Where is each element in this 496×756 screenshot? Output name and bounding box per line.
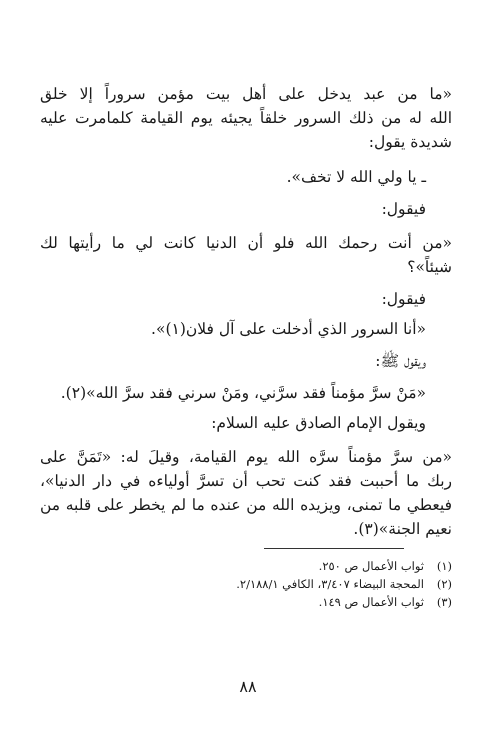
text-line: ويقول الإمام الصادق عليه السلام: bbox=[211, 414, 426, 432]
text-line: ربك ما أحببت فقد كنت تحب أن تسرَّ أولياءه في دار الدنيا»، bbox=[40, 472, 452, 490]
footnote-number: (٢) bbox=[436, 577, 452, 591]
text-line: فيقول: bbox=[381, 200, 426, 218]
text-line: نعيم الجنة»(٣). bbox=[353, 520, 452, 538]
footnote bbox=[40, 576, 452, 593]
text-line: «من أنت رحمك الله فلو أن الدنيا كانت لي ما رأيتها لك bbox=[40, 234, 452, 252]
text-line: فيقول: bbox=[381, 290, 426, 308]
page-number: ٨٨ bbox=[239, 677, 257, 696]
text-line: شديدة يقول: bbox=[368, 133, 452, 151]
text-line: شيئاً»؟ bbox=[407, 258, 452, 276]
text-line: الله له من ذلك السرور خلقاً يجيئه يوم القيامة كلمامرت عليه bbox=[40, 109, 452, 127]
footnote-text: المحجة البيضاء ٣/٤٠٧، الكافي ٢/١٨٨/١. bbox=[236, 577, 424, 591]
footnote-text: ثواب الأعمال ص ١٤٩. bbox=[318, 595, 424, 609]
text-line: «ما من عبد يدخل على أهل بيت مؤمن سروراً إلا خلق bbox=[40, 85, 452, 103]
text-line: ويقول ﷺ: bbox=[375, 352, 426, 370]
footnote bbox=[40, 594, 452, 611]
text-line: فيعطي ما تمنى، ويزيده الله من عنده ما لم يخطر على قلبه من bbox=[40, 496, 452, 514]
footnote bbox=[40, 558, 452, 575]
text-line: «من سرَّ مؤمناً سرَّه الله يوم القيامة، وقيلَ له: «تَمَنَّ على bbox=[40, 448, 452, 466]
footnote-divider bbox=[264, 548, 404, 549]
text-line: «أنا السرور الذي أدخلت على آل فلان(١)». bbox=[151, 320, 426, 338]
footnote-text: ثواب الأعمال ص ٢٥٠. bbox=[318, 559, 424, 573]
text-line: ـ يا ولي الله لا تخف». bbox=[286, 168, 426, 186]
footnote-number: (٣) bbox=[436, 595, 452, 609]
text-line: «مَنْ سرَّ مؤمناً فقد سرَّني، ومَنْ سرني فقد سرَّ الله»(٢). bbox=[60, 384, 426, 402]
footnote-number: (١) bbox=[436, 559, 452, 573]
